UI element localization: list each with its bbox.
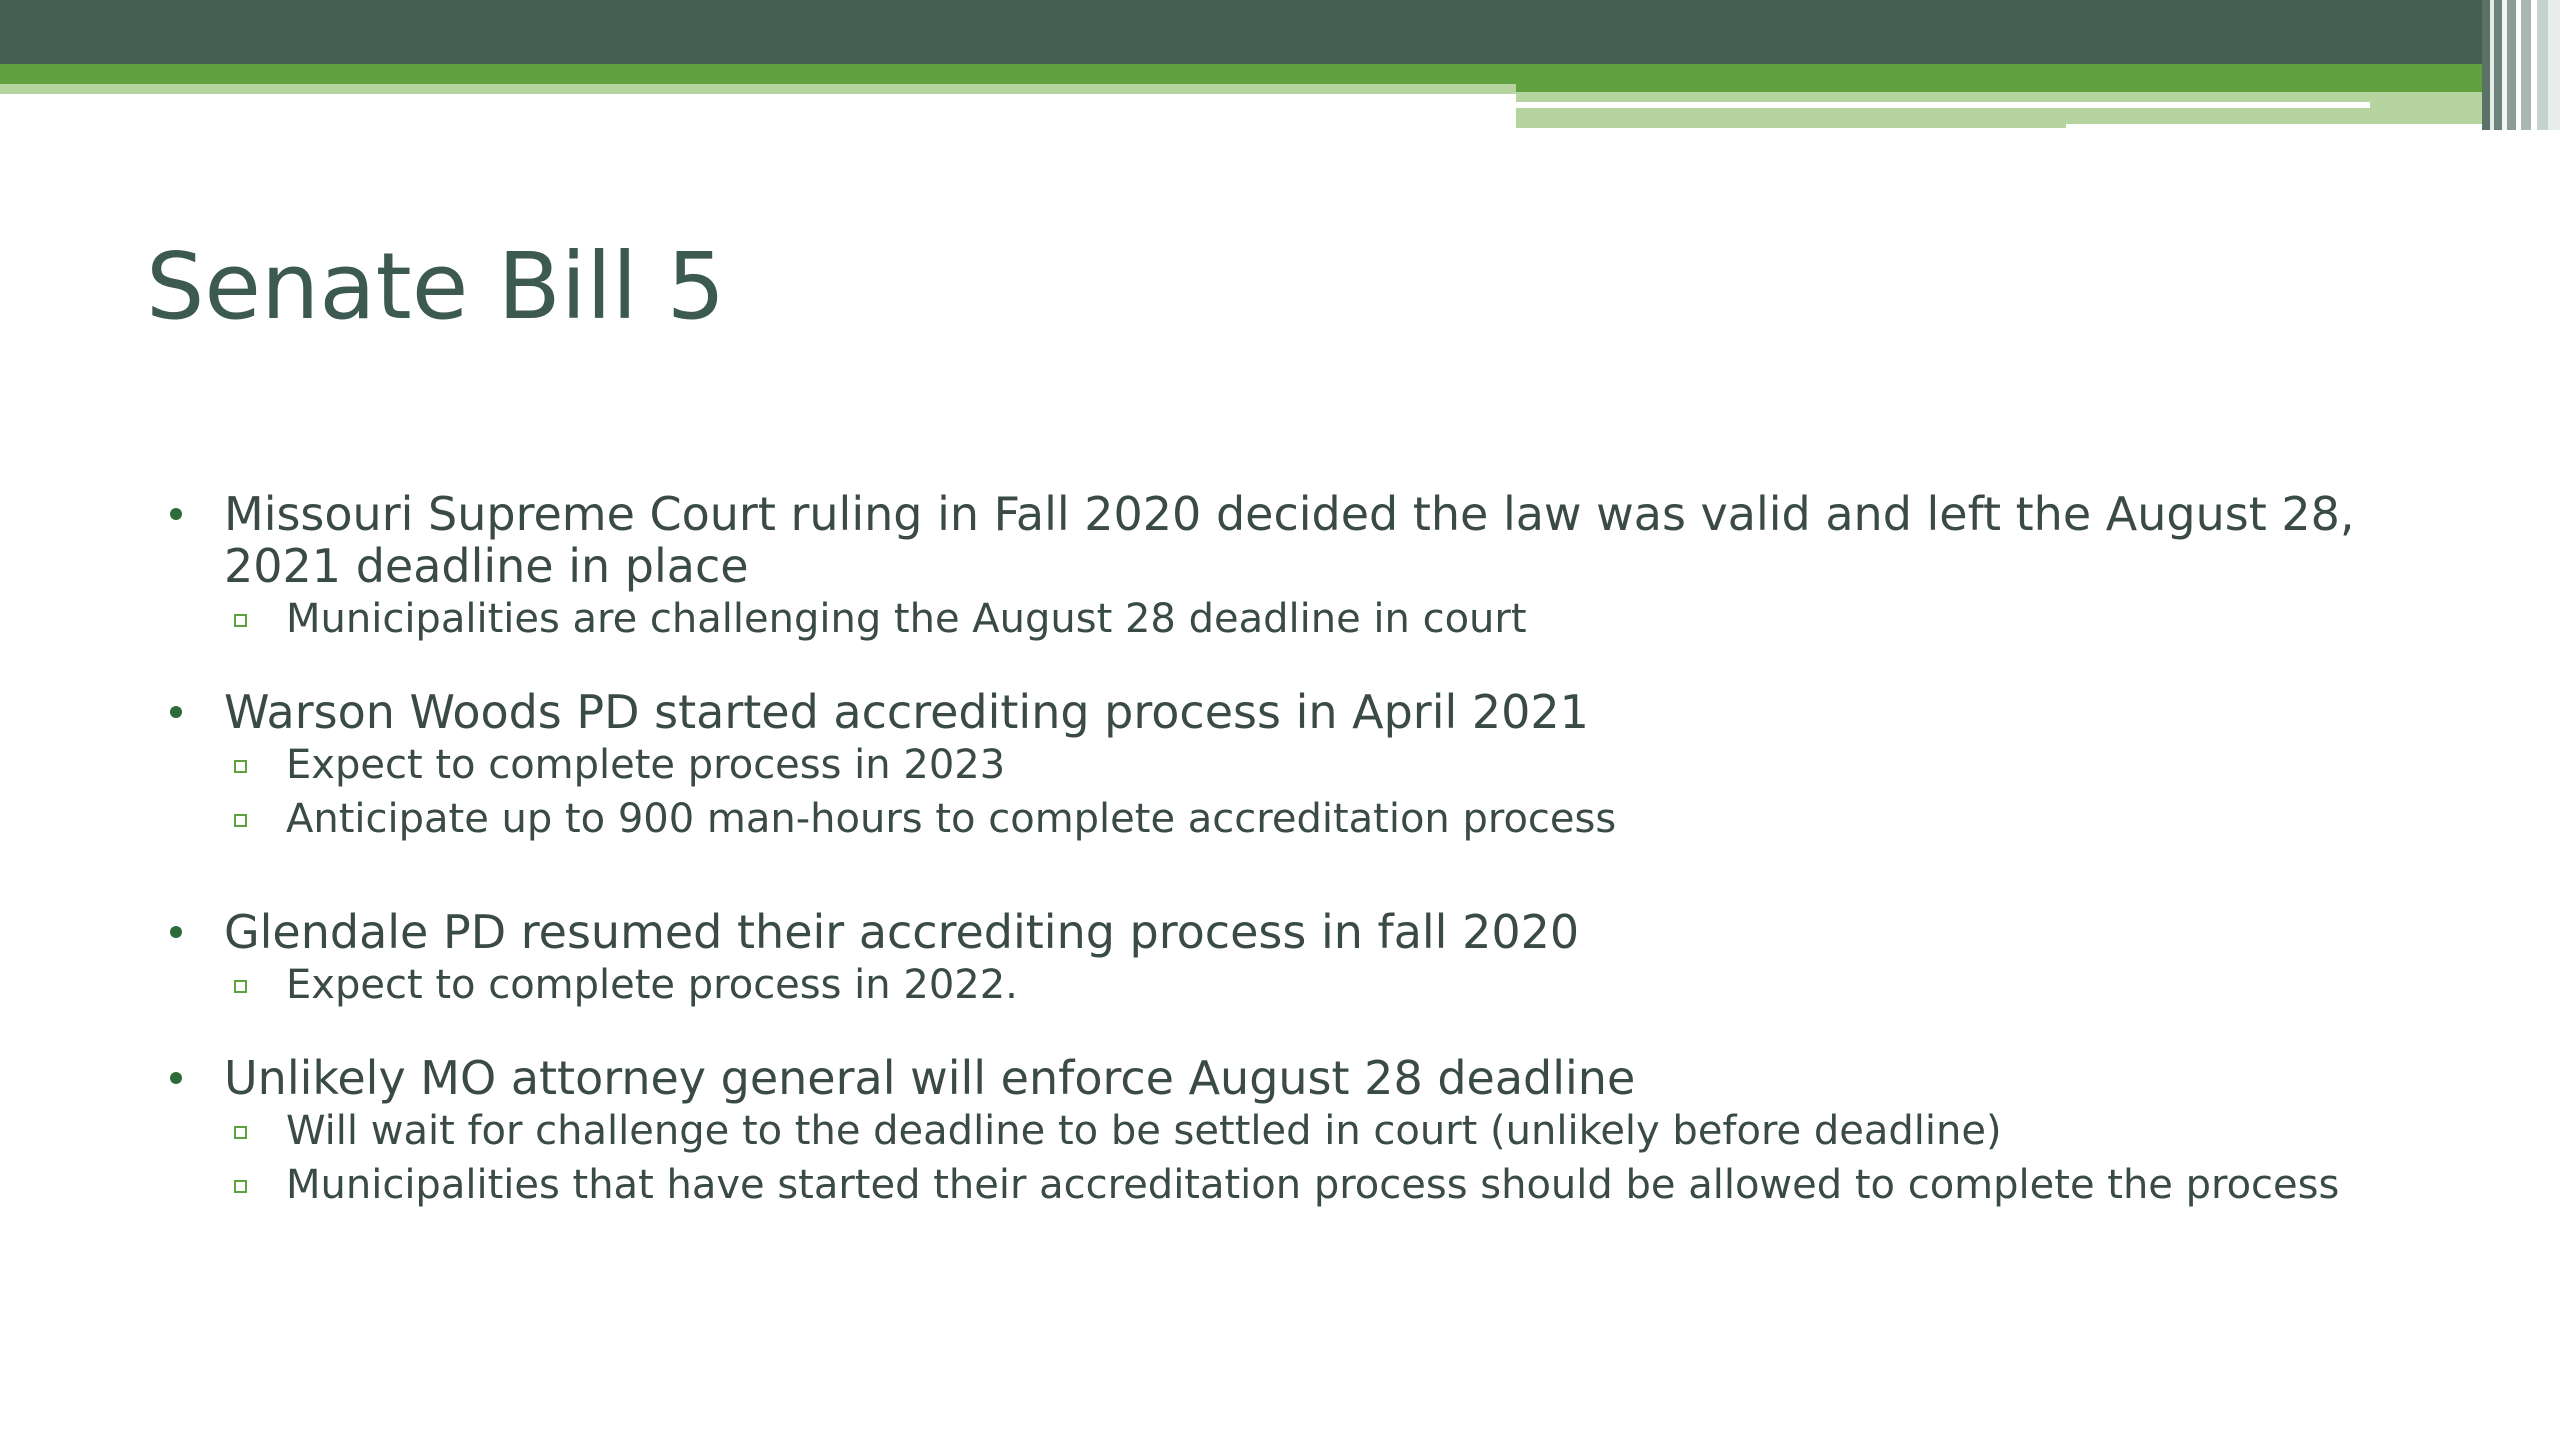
hollow-square-bullet-icon <box>234 814 247 827</box>
header-band-dark <box>0 0 2560 64</box>
hollow-square-bullet-icon <box>234 614 247 627</box>
sub-bullet-text: Expect to complete process in 2023 <box>286 742 1006 788</box>
bullet-text: Unlikely MO attorney general will enforce August 28 deadline <box>224 1051 1636 1105</box>
sub-bullet-item <box>168 958 2408 1012</box>
sub-bullet-item <box>168 1104 2408 1158</box>
bullet-text: Glendale PD resumed their accrediting process in fall 2020 <box>224 905 1580 959</box>
bullet-list <box>168 488 2408 1252</box>
sub-bullet-text: Expect to complete process in 2022. <box>286 962 1018 1008</box>
header-ridges-decoration <box>2482 0 2560 130</box>
bullet-text: Warson Woods PD started accrediting process in April 2021 <box>224 685 1589 739</box>
header-band-light-right <box>1516 92 2512 128</box>
bullet-group <box>168 488 2408 646</box>
bullet-text: Missouri Supreme Court ruling in Fall 2020 decided the law was valid and left the August 28, 2021 deadline in place <box>224 487 2355 593</box>
sub-bullet-text: Municipalities that have started their accreditation process should be allowed to complete the process <box>286 1162 2340 1208</box>
bullet-group <box>168 686 2408 846</box>
sub-bullet-item <box>168 738 2408 792</box>
hollow-square-bullet-icon <box>234 980 247 993</box>
round-bullet-icon <box>170 508 182 520</box>
sub-bullet-item <box>168 792 2408 846</box>
bullet-group <box>168 906 2408 1012</box>
page-title: Senate Bill 5 <box>146 233 726 340</box>
header-band-gap <box>2066 124 2516 130</box>
hollow-square-bullet-icon <box>234 1126 247 1139</box>
sub-bullet-item <box>168 1158 2408 1212</box>
sub-bullet-text: Will wait for challenge to the deadline to be settled in court (unlikely before deadline) <box>286 1108 2002 1154</box>
sub-bullet-item <box>168 592 2408 646</box>
round-bullet-icon <box>170 706 182 718</box>
hollow-square-bullet-icon <box>234 760 247 773</box>
sub-bullet-text: Anticipate up to 900 man-hours to complete accreditation process <box>286 796 1617 842</box>
bullet-item <box>168 1052 2408 1104</box>
bullet-item <box>168 906 2408 958</box>
sub-bullet-text: Municipalities are challenging the August 28 deadline in court <box>286 596 1527 642</box>
bullet-item <box>168 686 2408 738</box>
hollow-square-bullet-icon <box>234 1180 247 1193</box>
header-band-light-left <box>0 84 1516 94</box>
round-bullet-icon <box>170 1072 182 1084</box>
header-band-stripe <box>1516 102 2370 108</box>
round-bullet-icon <box>170 926 182 938</box>
bullet-group <box>168 1052 2408 1212</box>
bullet-item <box>168 488 2408 592</box>
